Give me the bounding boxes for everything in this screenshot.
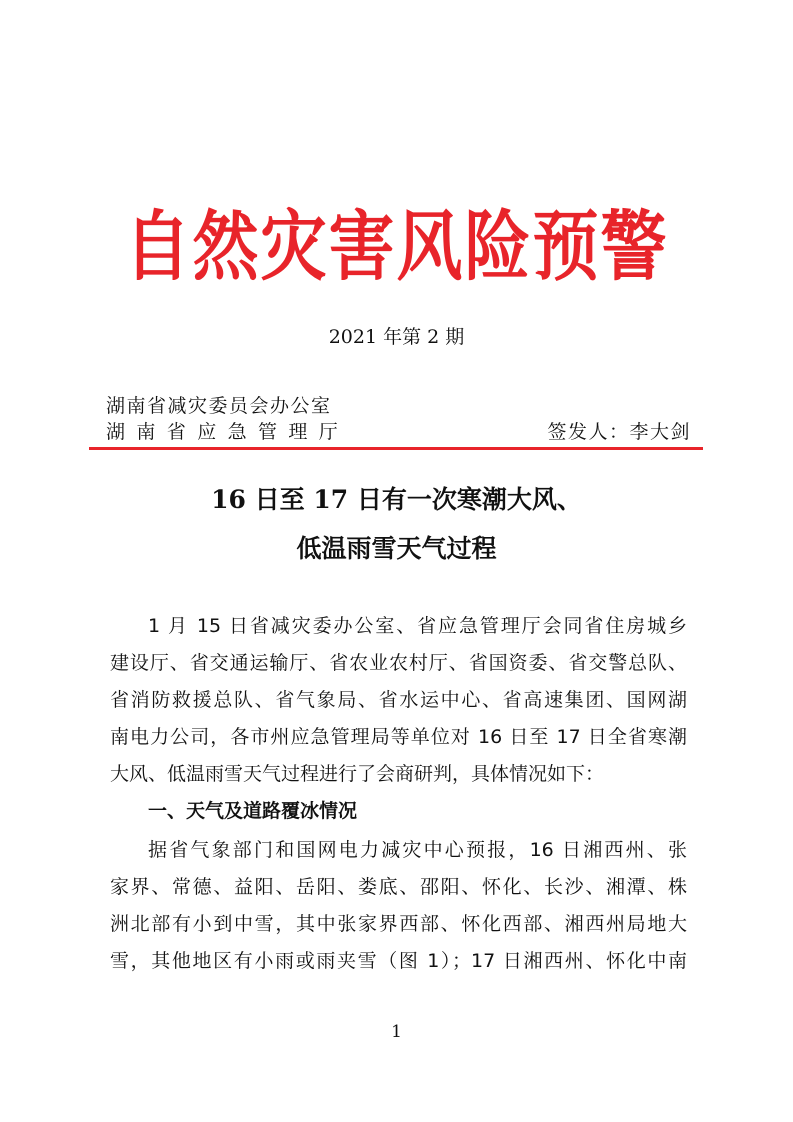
issuer-department: 湖南省应急管理厅: [106, 421, 350, 443]
paragraph-line: 据省气象部门和国网电力减灾中心预报，16 日湘西州、张: [148, 839, 687, 861]
paragraph-line: 家界、常德、益阳、岳阳、娄底、邵阳、怀化、长沙、湘潭、株: [110, 876, 687, 898]
issue-number: 2021 年第 2 期: [328, 326, 465, 348]
paragraph-line: 南电力公司，各市州应急管理局等单位对 16 日至 17 日全省寒潮: [110, 726, 687, 748]
paragraph-line: 雪，其他地区有小雨或雨夹雪（图 1）；17 日湘西州、怀化中南: [110, 950, 687, 972]
signer: 签发人：李大剑: [547, 421, 691, 443]
paragraph-line: 洲北部有小到中雪，其中张家界西部、怀化西部、湘西州局地大: [110, 913, 687, 935]
header-divider: [89, 447, 703, 450]
document-title-line-2: 低温雨雪天气过程: [296, 534, 497, 563]
paragraph-line: 大风、低温雨雪天气过程进行了会商研判，具体情况如下：: [110, 763, 605, 785]
document-title-line-1: 16 日至 17 日有一次寒潮大风、: [211, 485, 582, 514]
paragraph-line: 1 月 15 日省减灾委办公室、省应急管理厅会同省住房城乡: [148, 615, 687, 637]
page-number: 1: [391, 1022, 402, 1042]
issuer-office: 湖南省减灾委员会办公室: [106, 395, 332, 417]
section-heading: 一、天气及道路覆冰情况: [148, 800, 358, 822]
masthead-title: 自然灾害风险预警: [124, 202, 669, 292]
paragraph-line: 省消防救援总队、省气象局、省水运中心、省高速集团、国网湖: [110, 689, 687, 711]
paragraph-line: 建设厅、省交通运输厅、省农业农村厅、省国资委、省交警总队、: [110, 652, 687, 674]
